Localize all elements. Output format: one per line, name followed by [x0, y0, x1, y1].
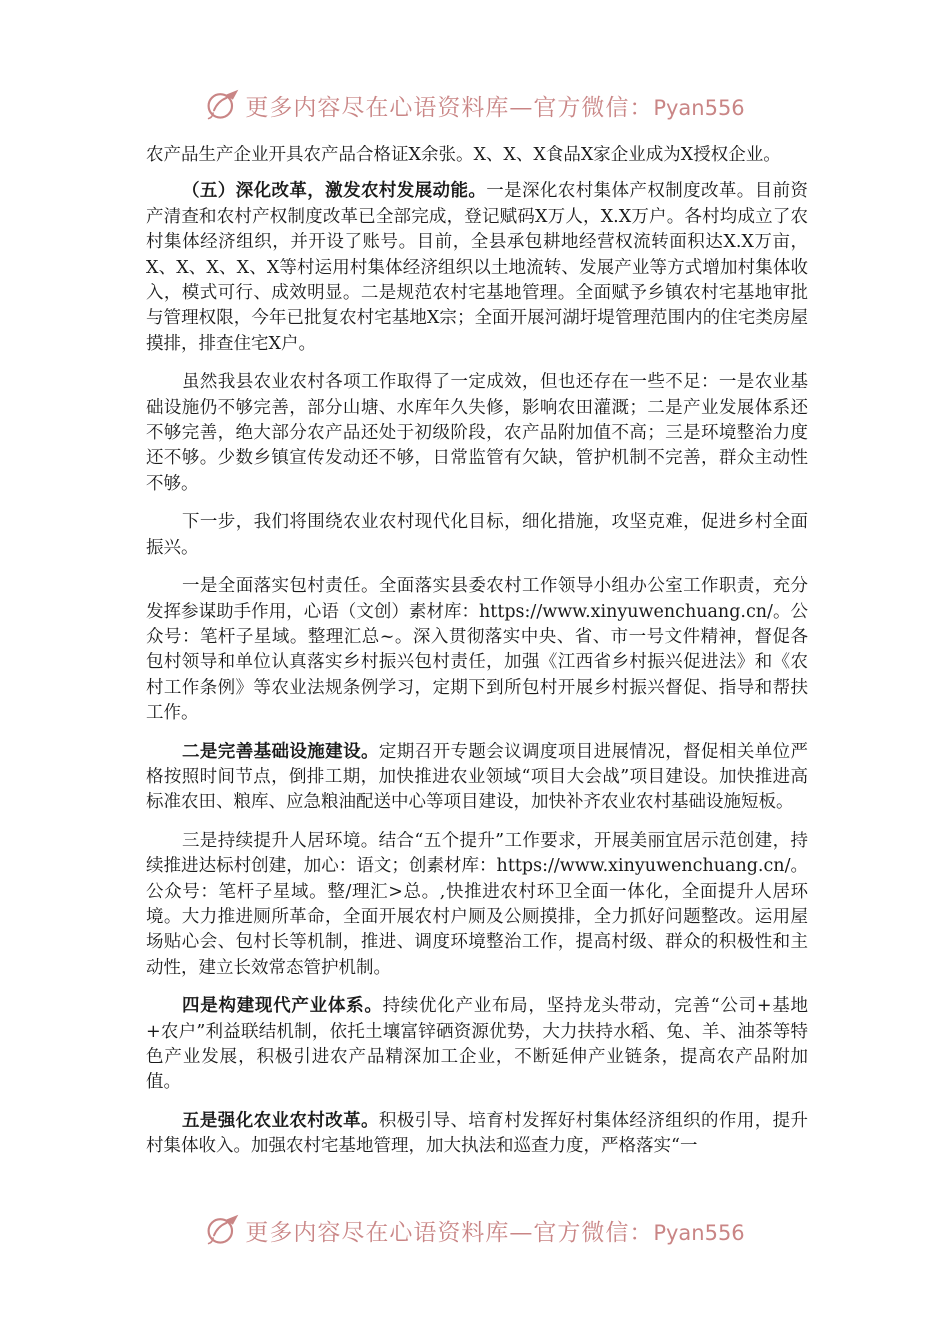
paragraph-2: （五）深化改革，激发农村发展动能。一是深化农村集体产权制度改革。目前资产清查和农村产权制度改革已全部完成，登记赋码X万人，X.X万户。各村均成立了农村集体经济组织，并开设了账号。目前，全县承包耕地经营权流转面积达X.X万亩，X、X、X、X、X等村运用村集体经济组织以土地流转、发展产业等方式增加村集体收入，模式可行、成效明显。二是规范农村宅基地管理。全面赋予乡镇农村宅基地审批与管理权限，今年已批复农村宅基地X宗；全面开展河湖圩堤管理范围内的住宅类房屋摸排，排查住宅X户。	[146, 181, 808, 354]
footer-watermark	[0, 1208, 950, 1252]
document-body	[146, 143, 808, 1173]
header-watermark	[0, 83, 950, 127]
brush-pen-logo-icon	[205, 1212, 241, 1248]
paragraph-3: 虽然我县农业农村各项工作取得了一定成效，但也还存在一些不足：一是农业基础设施仍不够完善，部分山塘、水库年久失修，影响农田灌溉；二是产业发展体系还不够完善，绝大部分农产品还处于初级阶段，农产品附加值不高；三是环境整治力度还不够。少数乡镇宣传发动还不够，日常监管有欠缺，管护机制不完善，群众主动性不够。	[146, 372, 808, 494]
paragraph-9: 五是强化农业农村改革。积极引导、培育村发挥好村集体经济组织的作用，提升村集体收入。加强农村宅基地管理，加大执法和巡查力度，严格落实“一	[146, 1110, 809, 1157]
paragraph-1: 农产品生产企业开具农产品合格证X余张。X、X、X食品X家企业成为X授权企业。	[146, 145, 781, 165]
paragraph-4: 下一步，我们将围绕农业农村现代化目标，细化措施，攻坚克难，促进乡村全面振兴。	[146, 512, 808, 558]
paragraph-7: 三是持续提升人居环境。结合“五个提升”工作要求，开展美丽宜居示范创建，持续推进达标村创建，加心：语文；创素材库：https://www.xinyuwenchuang.cn/。公众号：笔杆子星域。整/理汇>总。,快推进农村环卫全面一体化，全面提升人居环境。大力推进厕所革命，全面开展农村户厕及公厕摸排，全力抓好问题整改。运用屋场贴心会、包村长等机制，推进、调度环境整治工作，提高村级、群众的积极性和主动性，建立长效常态管护机制。	[146, 830, 808, 978]
watermark-text: 更多内容尽在心语资料库—官方微信：Pyan556	[245, 94, 745, 121]
paragraph-5: 一是全面落实包村责任。全面落实县委农村工作领导小组办公室工作职责，充分发挥参谋助手作用，心语（文创）素材库：https://www.xinyuwenchuang.cn/。公众号：笔杆子星域。整理汇总~。深入贯彻落实中央、省、市一号文件精神，督促各包村领导和单位认真落实乡村振兴包村责任，加强《江西省乡村振兴促进法》和《农村工作条例》等农业法规条例学习，定期下到所包村开展乡村振兴督促、指导和帮扶工作。	[146, 576, 808, 724]
brush-pen-logo-icon	[205, 87, 241, 123]
paragraph-8: 四是构建现代产业体系。持续优化产业布局，坚持龙头带动，完善“公司+基地+农户”利益联结机制，依托土壤富锌硒资源优势，大力扶持水稻、兔、羊、油茶等特色产业发展，积极引进农产品精深加工企业，不断延伸产业链条，提高农产品附加值。	[146, 996, 809, 1093]
watermark-text: 更多内容尽在心语资料库—官方微信：Pyan556	[245, 1219, 745, 1246]
paragraph-6: 二是完善基础设施建设。定期召开专题会议调度项目进展情况，督促相关单位严格按照时间节点，倒排工期，加快推进农业领域“项目大会战”项目建设。加快推进高标准农田、粮库、应急粮油配送中心等项目建设，加快补齐农业农村基础设施短板。	[146, 741, 809, 813]
